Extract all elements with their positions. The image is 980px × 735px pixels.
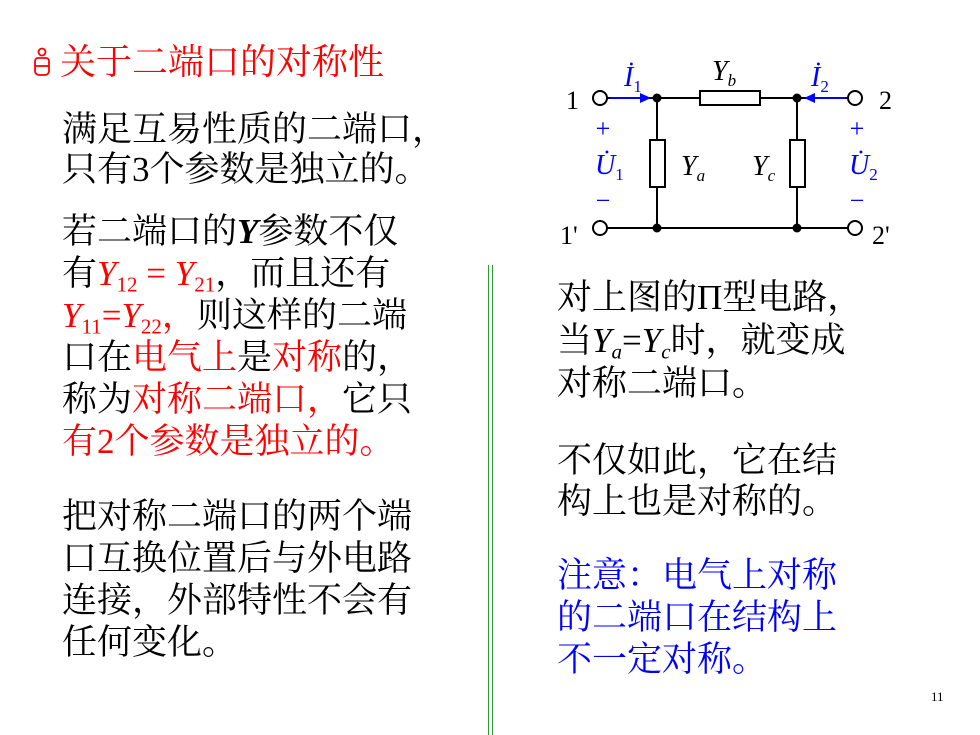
admittance-c-label (752, 151, 776, 185)
admittance-a-box (650, 140, 665, 187)
text-run: ，而且还有 (215, 254, 391, 293)
text-line (62, 379, 412, 421)
admittance-b-subscript: b (727, 71, 737, 90)
terminal-1-prime-label: 1' (560, 221, 578, 250)
bullet-icon (33, 46, 51, 78)
terminal-1-prime (593, 221, 607, 235)
math-variable: Y (97, 254, 117, 293)
text-run: 有 (62, 254, 98, 293)
admittance-b-symbol: Y (712, 56, 728, 87)
text-line (557, 597, 837, 639)
paragraph-pi-circuit (557, 276, 862, 405)
node-dot (653, 224, 662, 233)
admittance-b-label (712, 56, 736, 90)
text-run: 电气上 (132, 338, 238, 377)
text-run: 口互换位置后与外电路 (62, 539, 413, 578)
text-run: 只有3个参数是独立的。 (62, 150, 430, 189)
text-run: 参数不仅 (258, 212, 399, 251)
slide-title: 关于二端口的对称性 (60, 42, 385, 82)
math-variable: Y (62, 296, 82, 335)
voltage-1-minus: − (595, 186, 611, 215)
math-symbol (641, 321, 671, 364)
terminal-1 (593, 91, 607, 105)
current-1-subscript: 1 (633, 77, 642, 96)
text-line (557, 276, 862, 319)
current-2-arrow-head (804, 93, 815, 103)
node-dot (793, 224, 802, 233)
text-line (557, 639, 837, 681)
bullet-icon-ring (39, 49, 46, 56)
current-2-subscript: 2 (820, 77, 829, 96)
admittance-c-subscript: c (767, 166, 776, 185)
voltage-1-plus: + (595, 114, 611, 143)
paragraph-port-swap (62, 496, 412, 664)
voltage-1-subscript: 1 (615, 165, 624, 184)
math-variable: Y (121, 296, 141, 335)
text-run: 的二端口在结构上 (557, 598, 838, 637)
voltage-2-plus: + (849, 114, 865, 143)
text-run: ， (161, 296, 197, 335)
math-symbol (592, 321, 622, 364)
text-run: 对称二端口， (132, 380, 343, 419)
text-run: 满足互易性质的二端口， (62, 110, 448, 149)
text-run: 连接，外部特性不会有 (62, 581, 413, 620)
paragraph-note (557, 555, 837, 681)
voltage-1-symbol: U̇ (595, 150, 616, 181)
text-run: 若二端口的 (62, 212, 238, 251)
admittance-c-box (790, 140, 805, 187)
math-variable: Y (174, 254, 195, 293)
terminal-1-label: 1 (566, 86, 579, 115)
text-run: 当 (557, 321, 593, 360)
text-line (62, 150, 447, 190)
paragraph-reciprocal-params (62, 110, 447, 190)
text-line (62, 295, 412, 337)
admittance-a-label (681, 151, 705, 185)
math-variable: Y (237, 212, 259, 251)
math-symbol (121, 296, 162, 339)
text-run: 注意：电气上对称 (557, 556, 838, 595)
text-run: 不仅如此，它在结 (557, 441, 838, 480)
text-line (557, 362, 862, 405)
math-subscript: 22 (140, 314, 162, 339)
math-variable: Y (641, 321, 662, 360)
text-line (62, 253, 412, 295)
text-run: = (137, 254, 175, 293)
terminal-2-label: 2 (879, 86, 892, 115)
math-symbol (62, 296, 102, 339)
terminal-2-prime-label: 2' (872, 221, 890, 250)
admittance-b-box (700, 91, 760, 105)
text-run: 对上图的Π型电路， (557, 278, 863, 317)
text-run: 是 (237, 338, 273, 377)
math-subscript: 21 (194, 272, 216, 297)
text-run: = (621, 321, 642, 360)
current-1-symbol: İ (624, 62, 634, 93)
text-run: 时，就变成 (670, 321, 846, 360)
text-line (62, 580, 412, 622)
text-line (62, 538, 412, 580)
current-2-symbol: İ (811, 62, 821, 93)
pi-circuit-diagram (540, 40, 920, 260)
admittance-a-subscript: a (696, 166, 706, 185)
text-run: 任何变化。 (62, 623, 238, 662)
text-line (62, 337, 412, 379)
text-run: 不一定对称。 (557, 640, 768, 679)
text-line (62, 622, 412, 664)
text-run: = (101, 296, 122, 335)
column-divider (488, 265, 493, 735)
node-dot (793, 94, 802, 103)
admittance-a-symbol: Y (681, 151, 697, 182)
math-subscript: c (661, 339, 671, 364)
current-2-label (810, 62, 829, 96)
terminal-2 (848, 91, 862, 105)
paragraph-structure (557, 440, 837, 522)
node-dot (653, 94, 662, 103)
voltage-2-symbol: U̇ (849, 150, 870, 181)
text-run: 有2个参数是独立的。 (62, 422, 395, 461)
text-run: 口在 (62, 338, 133, 377)
text-run: 称为 (62, 380, 133, 419)
voltage-2-label (849, 150, 878, 184)
math-symbol (97, 254, 138, 297)
math-subscript: a (611, 339, 622, 364)
text-line (557, 319, 862, 362)
text-run: 把对称二端口的两个端 (62, 497, 413, 536)
text-run: 对称 (272, 338, 343, 377)
math-subscript: 11 (81, 314, 102, 339)
text-line (62, 110, 447, 150)
math-symbol (174, 254, 216, 297)
voltage-1-label (595, 150, 624, 184)
text-line (557, 481, 837, 522)
text-line (62, 211, 412, 253)
math-variable: Y (592, 321, 612, 360)
current-1-label (623, 62, 642, 96)
text-run: 构上也是对称的。 (557, 482, 838, 521)
text-line (557, 555, 837, 597)
voltage-2-minus: − (849, 186, 865, 215)
text-line (557, 440, 837, 481)
text-line (62, 496, 412, 538)
paragraph-symmetric-definition (62, 211, 412, 463)
text-run: 它只 (342, 380, 413, 419)
admittance-c-symbol: Y (752, 151, 768, 182)
page-number: 11 (931, 689, 944, 704)
text-line (62, 421, 412, 463)
voltage-2-subscript: 2 (869, 165, 878, 184)
text-run: 的， (342, 338, 413, 377)
text-run: 对称二端口。 (557, 364, 768, 403)
text-run: 则这样的二端 (196, 296, 407, 335)
current-1-arrow (610, 93, 651, 103)
math-subscript: 12 (116, 272, 138, 297)
terminal-2-prime (848, 221, 862, 235)
